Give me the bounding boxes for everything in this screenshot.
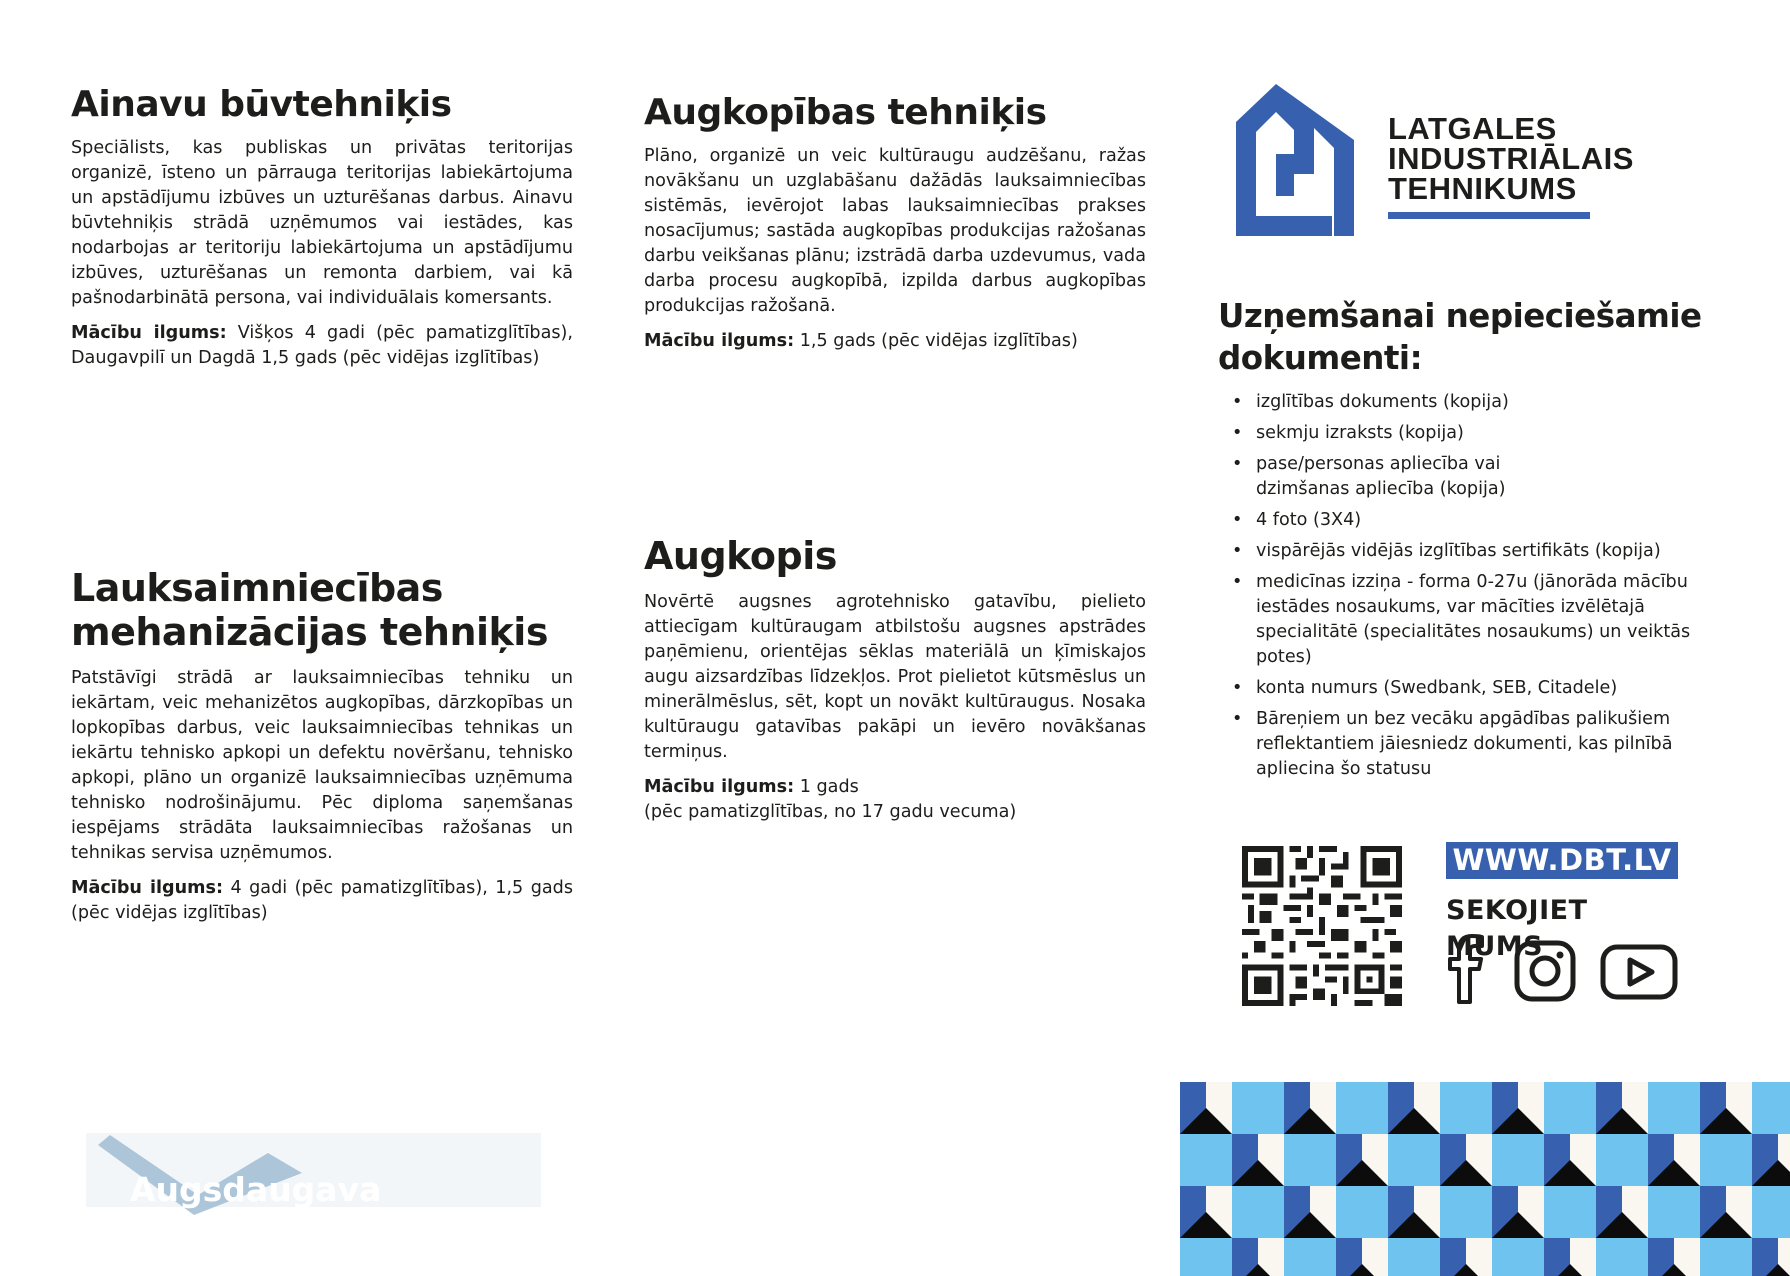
list-item: • konta numurs (Swedbank, SEB, Citadele) <box>1220 676 1740 701</box>
decorative-pattern <box>1180 1082 1790 1276</box>
program-description: Novērtē augsnes agrotehnisko gatavību, pielieto attiecīgam kultūraugam atbilstošu augsnes apstrādes paņēmienu, orientējas sēklas materiālā un ķīmiskajos augu aizsardzības līdzekļos. Prot pielietot kūtsmēslus un minerālmēslus, sēt, kopt un novākt kultūraugus. Nosaka kultūraugu gatavības pakāpi un ievēro novākšanas termiņus. <box>644 592 1146 763</box>
qr-code-icon[interactable] <box>1236 840 1408 1012</box>
list-item: • izglītības dokuments (kopija) <box>1220 390 1740 415</box>
program-lauksaimniecibas <box>71 566 573 926</box>
school-name-line: TEHNIKUMS <box>1388 171 1577 206</box>
follow-us-label: SEKOJIET MUMS <box>1446 895 1588 962</box>
program-duration <box>71 876 573 926</box>
program-title: Augkopības tehniķis <box>644 92 1047 133</box>
watermark-text: Augsdaugava <box>130 1170 382 1209</box>
list-item: • medicīnas izziņa - forma 0-27u (jānorāda mācību iestādes nosaukums, var mācīties izvēlētajā specialitātē (specialitātes nosaukums) un veiktās potes) <box>1220 570 1740 670</box>
program-title <box>71 566 573 654</box>
school-name <box>1388 111 1634 206</box>
program-description: Speciālists, kas publiskas un privātas teritorijas organizē, īsteno un pārrauga teritorijas labiekārtojuma un apstādījumu izbūves un uzturēšanas darbus. Ainavu būvtehniķis strādā uzņēmumos vai iestādes, kas nodarbojas ar teritoriju labiekārtojuma un apstādījumu izbūves, uzturēšanas un remonta darbiem, vai kā pašnodarbinātā persona, vai individuālais komersants. <box>71 137 573 308</box>
list-item: • Bāreņiem un bez vecāku apgādības palikušiem reflektantiem jāiesniedz dokumenti, kas pilnībā apliecina šo statusu <box>1220 707 1740 782</box>
program-title: Augkopis <box>644 534 837 578</box>
duration-value: 4 gadi (pēc pamatizglītības), 1,5 gads (pēc vidējas izglītības) <box>71 878 574 924</box>
duration-label: Mācību ilgums: <box>71 322 227 343</box>
list-item: • sekmju izraksts (kopija) <box>1220 421 1740 446</box>
website-link[interactable]: WWW.DBT.LV <box>1446 842 1678 879</box>
school-logo-icon <box>1236 84 1354 236</box>
facebook-icon[interactable] <box>1444 932 1488 1004</box>
duration-label: Mācību ilgums: <box>71 878 223 899</box>
duration-label: Mācību ilgums: <box>644 330 795 351</box>
youtube-icon[interactable] <box>1600 944 1678 1000</box>
program-duration <box>644 329 1146 354</box>
duration-value: 1,5 gads (pēc vidējas izglītības) <box>799 330 1078 351</box>
school-name-line: INDUSTRIĀLAIS <box>1388 141 1634 176</box>
documents-title-line: Uzņemšanai nepieciešamie <box>1218 297 1702 335</box>
program-title-line: Lauksaimniecības <box>71 566 443 610</box>
documents-list <box>1220 390 1740 788</box>
program-augkopibas <box>644 92 1146 354</box>
duration-value-note: (pēc pamatizglītības, no 17 gadu vecuma) <box>644 802 1017 823</box>
program-description: Plāno, organizē un veic kultūraugu audzēšanu, ražas novākšanu un uzglabāšanu dažādās lauksaimniecības sistēmās, ievērojot labas lauksaimniecības prakses nosacījumus; sastāda augkopības produkcijas ražošanas darbu veikšanas plānu; izstrādā darba uzdevumus, vada darba procesu augkopībā, izpilda darbus augkopības produkcijas ražošanā. <box>644 145 1146 316</box>
program-title-line: mehanizācijas tehniķis <box>71 610 548 655</box>
program-augkopis <box>644 534 1146 825</box>
program-title: Ainavu būvtehniķis <box>71 84 452 125</box>
documents-title-line: dokumenti: <box>1218 339 1423 377</box>
school-name-line: LATGALES <box>1388 111 1557 146</box>
logo-underline <box>1388 212 1590 219</box>
program-description: Patstāvīgi strādā ar lauksaimniecības tehniku un iekārtam, veic mehanizētos augkopības, dārzkopības un lopkopības darbus, veic lauksaimniecības tehnikas un iekārtu tehnisko apkopi un defektu novēršanu, tehnisko apkopi, plāno un organizē lauksaimniecības uzņēmuma tehnisko nodrošinājumu. Pēc diploma saņemšanas iespējams strādāta lauksaimniecības ražošanas un tehnikas servisa uzņēmumos. <box>71 668 573 864</box>
instagram-icon[interactable] <box>1514 940 1576 1002</box>
list-item: • 4 foto (3X4) <box>1220 508 1740 533</box>
list-item: • vispārējās vidējās izglītības sertifikāts (kopija) <box>1220 539 1740 564</box>
program-ainavu <box>71 84 573 371</box>
documents-title <box>1218 295 1738 379</box>
program-duration <box>71 321 573 371</box>
program-duration <box>644 775 1146 825</box>
duration-label: Mācību ilgums: <box>644 777 795 798</box>
duration-value: 1 gads <box>799 777 859 798</box>
list-item: • pase/personas apliecība vai dzimšanas apliecība (kopija) <box>1220 452 1740 502</box>
duration-value: Višķos 4 gadi (pēc pamatizglītības), Daugavpilī un Dagdā 1,5 gads (pēc vidējas izglītības) <box>71 322 573 368</box>
